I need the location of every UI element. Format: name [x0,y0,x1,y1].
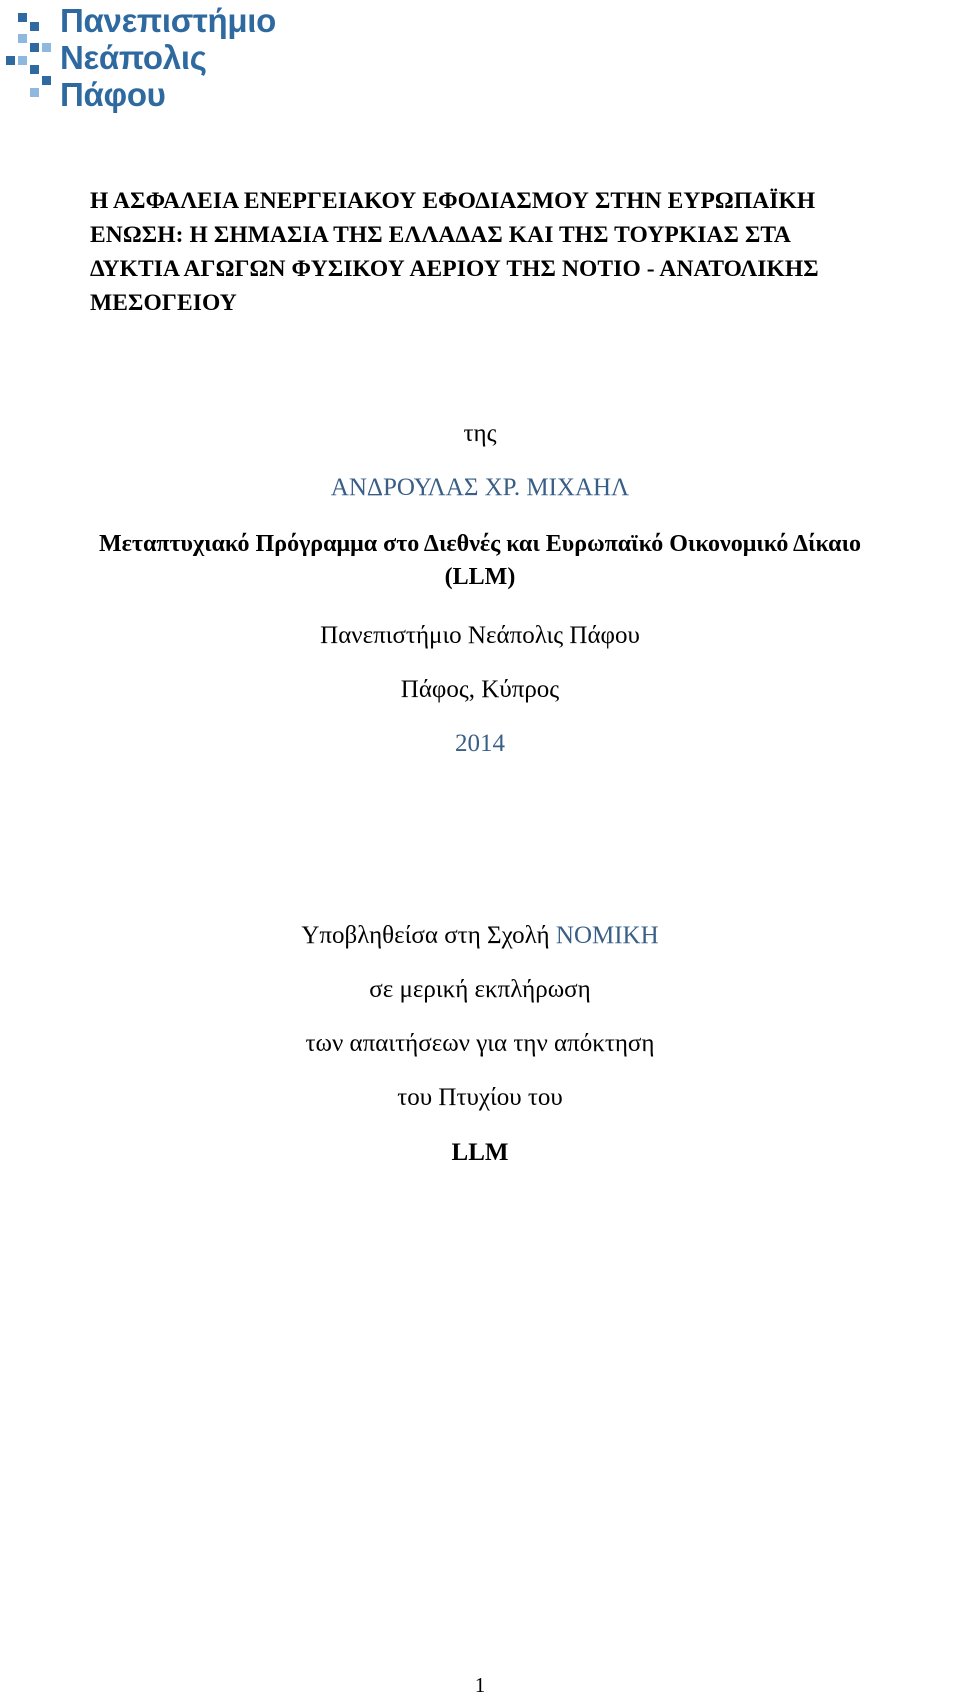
logo-line: Πάφου [60,76,166,113]
school-name: ΝΟΜΙΚΗ [555,922,659,949]
title-line: ΔΥΚΤΙΑ ΑΓΩΓΩΝ ΦΥΣΙΚΟΥ ΑΕΡΙΟΥ ΤΗΣ ΝΟΤΙΟ - ΑΝΑΤΟΛΙΚΗΣ [90,256,819,282]
program-name [0,528,960,594]
thesis-title [90,184,950,320]
by-label: της [463,420,497,447]
program-line-1: Μεταπτυχιακό Πρόγραμμα στο Διεθνές και Ευρωπαϊκό Οικονομικό Δίκαιο [98,531,862,557]
title-line: ΜΕΣΟΓΕΙΟΥ [90,290,237,316]
logo-squares-icon [6,0,66,112]
university-name: Πανεπιστήμιο Νεάπολις Πάφου [320,622,640,649]
submitted-prefix: Υποβληθείσα στη Σχολή [301,922,550,949]
author-name: ΑΝΔΡΟΥΛΑΣ ΧΡ. ΜΙΧΑΗΛ [330,474,630,501]
program-line-2: (LLM) [444,564,516,590]
page-number: 1 [474,1673,486,1697]
university-logo [6,0,296,112]
logo-wordmark [60,2,276,113]
requirements-text: των απαιτήσεων για την απόκτηση [305,1030,655,1057]
title-line: ΕΝΩΣΗ: Η ΣΗΜΑΣΙΑ ΤΗΣ ΕΛΛΑΔΑΣ ΚΑΙ ΤΗΣ ΤΟΥΡΚΙΑΣ ΣΤΑ [90,222,791,248]
location: Πάφος, Κύπρος [400,676,560,703]
title-line: Η ΑΣΦΑΛΕΙΑ ΕΝΕΡΓΕΙΑΚΟΥ ΕΦΟΔΙΑΣΜΟΥ ΣΤΗΝ ΕΥΡΩΠΑΪΚΗ [90,188,816,214]
year: 2014 [455,730,505,757]
degree-of-text: του Πτυχίου του [397,1084,563,1111]
submitted-to-school [0,922,960,950]
logo-line: Πανεπιστήμιο [60,2,276,39]
partial-fulfillment: σε μερική εκπλήρωση [369,976,591,1003]
degree-name: LLM [451,1139,509,1166]
logo-line: Νεάπολις [60,39,207,76]
